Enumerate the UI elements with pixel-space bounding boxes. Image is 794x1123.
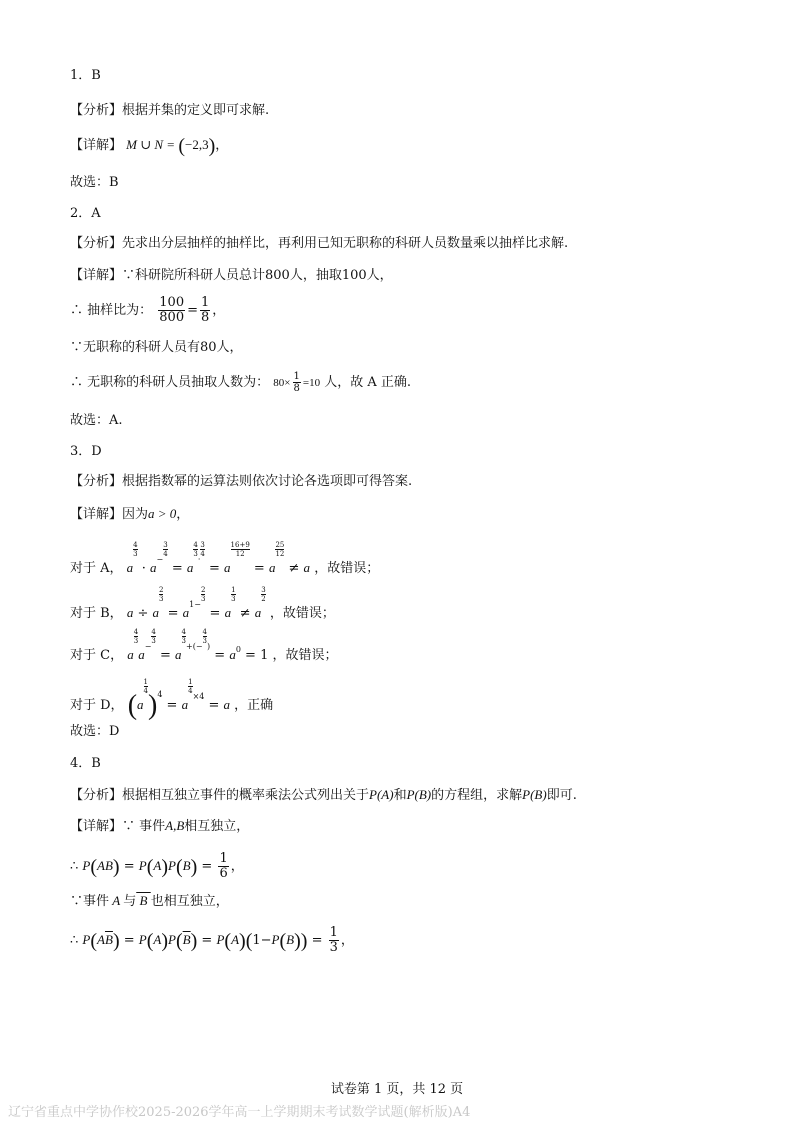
- q2-analysis: 【分析】先求出分层抽样的抽样比，再利用已知无职称的科研人员数量乘以抽样比求解.: [70, 236, 569, 251]
- q4-line3-fraction: $\frac{1}{3}$: [329, 925, 338, 955]
- q3-detail: 【详解】因为a > 0，: [70, 506, 190, 522]
- q1-analysis: 【分析】根据并集的定义即可求解.: [70, 103, 270, 118]
- q4-analysis: 【分析】根据相互独立事件的概率乘法公式列出关于P(A)和P(B)的方程组，求解P(B)即可.: [70, 787, 577, 803]
- q3-option-b: 对于 B， a ÷ a $^{\frac{2}{3}}$ = $a^{1- \frac{2}{3}}$ = a $^{\frac{1}{3}}$ ≠ a $^{\frac{3}{2}}$ ，故错误；: [70, 586, 335, 621]
- q3-condition: a > 0: [148, 506, 177, 521]
- q4-line1: ∴ P(AB) = P(A)P(B) = $\frac{1}{6}$ ，: [70, 851, 244, 881]
- q2-no-title: ∵无职称的科研人员有80人，: [70, 340, 243, 355]
- q3-choice: 故选：D: [70, 724, 120, 739]
- q2-choice: 故选：A.: [70, 413, 123, 428]
- q3-option-a: 对于 A， a $^{\frac{4}{3}}$ · $a^{- \frac{3}{4}}$ = a $^{\frac{4}{3} \cdot \frac{3}{4}}$ = a $^{\frac{16+9}{12}}$ = a $^{\frac{25}{12}}$ ≠ a ，故错误；: [70, 541, 380, 576]
- q3-answer: 3．D: [70, 444, 102, 459]
- q1-detail: 【详解】 M ∪ N = (−2,3)，: [70, 135, 229, 157]
- q2-count-label: ∴ 无职称的科研人员抽取人数为：: [70, 375, 270, 390]
- q2-ratio-label: ∴ 抽样比为：: [70, 303, 153, 318]
- q2-ratio: ∴ 抽样比为： $\frac{100}{800}$ = $\frac{1}{8}$ ，: [70, 295, 226, 325]
- q4-answer: 4．B: [70, 756, 101, 771]
- q2-count-tail: 人，故 A 正确.: [324, 375, 412, 390]
- q3-analysis: 【分析】根据指数幂的运算法则依次讨论各选项即可得答案.: [70, 474, 413, 489]
- q2-ratio-fraction: $\frac{100}{800}$: [159, 295, 185, 325]
- watermark: 辽宁省重点中学协作校2025-2026学年高一上学期期末考试数学试题(解析版)A4: [8, 1105, 471, 1120]
- q1-detail-expr: M ∪ N = (−2,3): [126, 135, 216, 157]
- q1-choice: 故选：B: [70, 175, 119, 190]
- q2-ratio-result: $\frac{1}{8}$: [201, 295, 210, 325]
- q2-count-fraction: $\frac{1}{8}$: [293, 371, 300, 394]
- q3-option-c: 对于 C， a $^{\frac{4}{3}}$ $a^{- \frac{4}{3}}$ = a $^{\frac{4}{3} +(- \frac{4}{3} )} = a^0 = 1$ ，故错误；: [70, 628, 338, 663]
- q3-option-d: 对于 D， (a $^{\frac{1}{4}}$ )$^4$ = a $^{\frac{1}{4} \times 4}$ = a ，正确: [70, 678, 274, 721]
- q2-answer: 2．A: [70, 206, 101, 221]
- q4-detail: 【详解】∵ 事件A,B相互独立，: [70, 818, 250, 834]
- q2-detail: 【详解】∵科研院所科研人员总计800人，抽取100人，: [70, 268, 393, 283]
- q2-count: ∴ 无职称的科研人员抽取人数为： 80× $\frac{1}{8}$ =10 人，故 A 正确.: [70, 371, 412, 394]
- q4-line2: ∵事件 A 与 B 也相互独立，: [70, 893, 229, 909]
- q4-line3: ∴ $P(A\overline{B}) = P(A)P(\overline{B}) = P(A)(1-P(B))$ = $\frac{1}{3}$ ，: [70, 925, 354, 955]
- page-footer: 试卷第 1 页，共 12 页: [330, 1082, 464, 1097]
- q4-line1-fraction: $\frac{1}{6}$: [219, 851, 228, 881]
- q1-detail-label: 【详解】: [70, 138, 123, 153]
- q1-answer: 1．B: [70, 68, 101, 83]
